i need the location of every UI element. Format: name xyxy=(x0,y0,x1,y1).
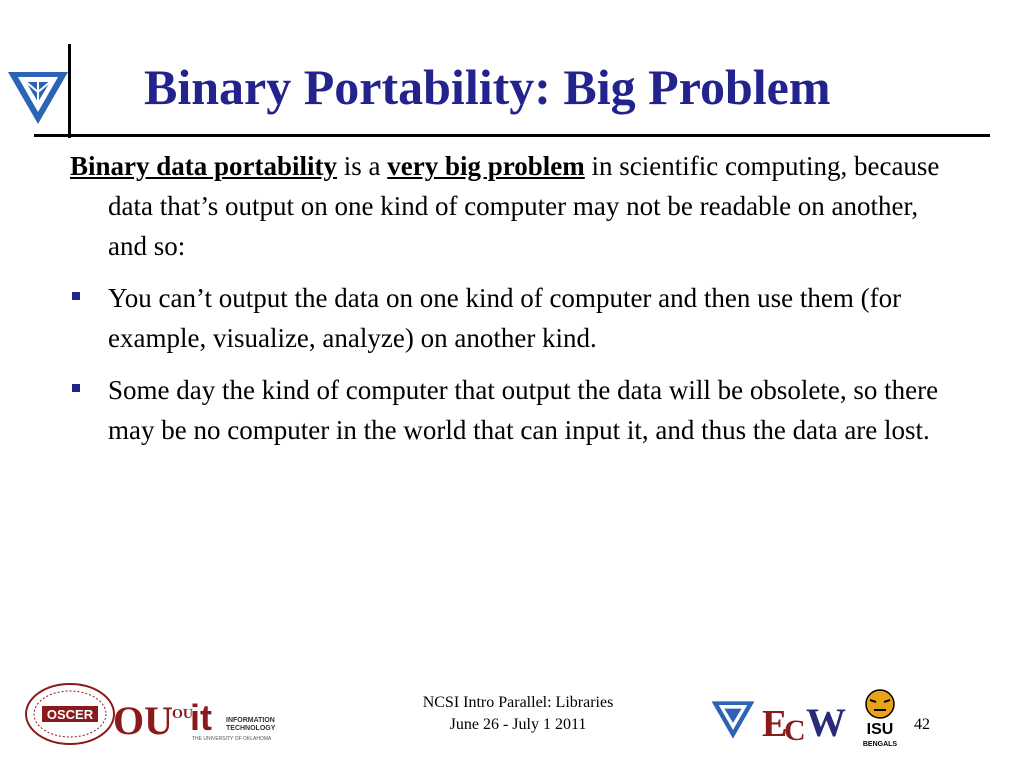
slide-title: Binary Portability: Big Problem xyxy=(144,59,831,115)
oscer-seal-logo xyxy=(24,682,116,746)
ou-logo-text: OU xyxy=(113,698,173,743)
decorative-horizontal-rule xyxy=(34,134,990,137)
square-bullet-icon xyxy=(72,384,80,392)
term-binary-data-portability: Binary data portability xyxy=(70,151,338,181)
intro-text-1: is a xyxy=(337,151,388,181)
ecw-logo xyxy=(760,696,856,746)
bullet-item xyxy=(70,278,950,358)
it-line1: INFORMATION xyxy=(226,717,275,724)
ncsi-triangle-logo xyxy=(6,70,70,126)
ou-small-text: OU xyxy=(172,707,193,722)
slide-body xyxy=(70,146,950,450)
page-number: 42 xyxy=(914,716,930,733)
isu-text: ISU xyxy=(866,721,894,738)
intro-text-2: in scientific computing, because data that’s output on one kind of computer may not be readable on another, and so: xyxy=(108,151,940,261)
oscer-logo-text: OSCER xyxy=(46,707,94,722)
isu-bengals-logo xyxy=(858,688,902,750)
ecw-e-text: E xyxy=(762,703,788,745)
ecw-c-text: C xyxy=(784,714,806,747)
term-very-big-problem: very big problem xyxy=(387,151,585,181)
it-line3: THE UNIVERSITY OF OKLAHOMA xyxy=(192,736,272,742)
bullet-text: Some day the kind of computer that output the data will be obsolete, so there may be no computer in the world that can input it, and thus the data are lost. xyxy=(108,375,939,445)
square-bullet-icon xyxy=(72,292,80,300)
footer-text xyxy=(380,692,656,736)
ou-logo xyxy=(113,686,173,746)
ncsi-triangle-small-logo xyxy=(710,700,756,740)
ou-it-logo xyxy=(170,688,288,744)
bullet-text: You can’t output the data on one kind of computer and then use them (for example, visualize, analyze) on another kind. xyxy=(108,283,902,353)
intro-paragraph xyxy=(70,146,950,266)
footer-line-2: June 26 - July 1 2011 xyxy=(449,716,587,733)
isu-bengals-text: BENGALS xyxy=(862,741,898,748)
it-logo-text: it xyxy=(190,697,212,738)
ecw-w-text: W xyxy=(806,700,846,745)
it-line2: TECHNOLOGY xyxy=(226,725,276,732)
bullet-item xyxy=(70,370,950,450)
footer-line-1: NCSI Intro Parallel: Libraries xyxy=(422,694,614,711)
